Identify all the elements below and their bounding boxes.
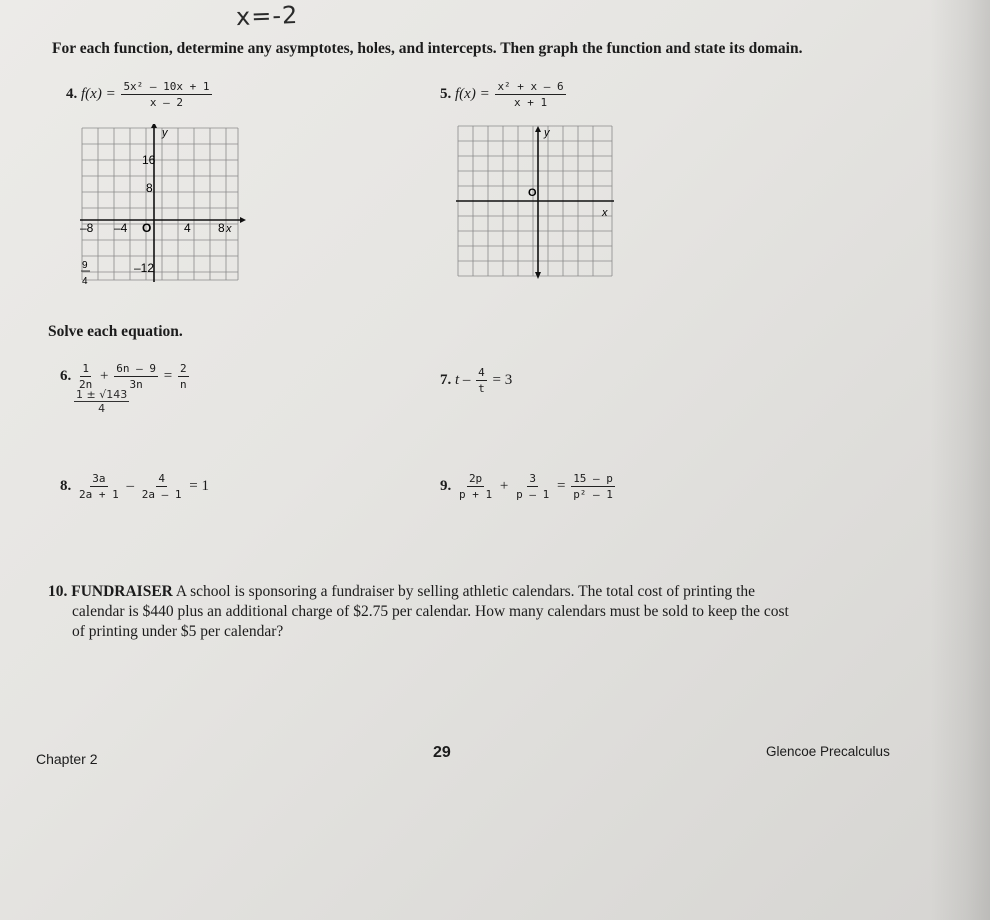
y-label: y	[544, 127, 550, 139]
graph-5	[456, 124, 618, 284]
x-label: x	[226, 223, 232, 235]
problem-7: 7. t – $\frac{4}{t}$ = 3	[440, 366, 513, 395]
tick-neg12: –12	[134, 261, 155, 275]
origin-label: O	[528, 187, 537, 199]
hand-frac-num: 9	[82, 260, 88, 271]
publisher-label: Glencoe Precalculus	[766, 744, 890, 759]
graph-4	[78, 124, 248, 294]
problem-9: 9. $\frac{2p}{p + 1}$ + $\frac{3}{p - 1}$ = $\frac{15 - p}{\text{p² – 1}}$	[440, 472, 613, 501]
x-label: x	[602, 207, 608, 219]
problem-6: 6. $\frac{1}{2n}$ + $\frac{6n - 9}{3n}$ = $\frac{2}{n}$	[60, 362, 187, 391]
tick-8x: 8	[218, 221, 225, 235]
problem-10: 10. FUNDRAISER A school is sponsoring a fundraiser by selling athletic calendars. The total cost of printing the calendar is $440 plus an additional charge of $2.75 per calendar. How many calendars must be sold to keep the cost of printing under $5 per calendar?	[48, 583, 789, 640]
problem-4: 4. f(x) = $\frac{\text{5x² – 10x + 1}}{x - 2}$	[66, 80, 210, 109]
tick-8: 8	[146, 181, 153, 195]
handwritten-note: x=-2	[235, 0, 299, 32]
handwritten-answer-6: 1 ± √143 4	[76, 388, 128, 415]
tick-16: 16	[142, 153, 156, 167]
problem-5: 5. f(x) = $\frac{\text{x² + x – 6}}{x + 1}$	[440, 80, 564, 109]
tick-4: 4	[184, 221, 191, 235]
page-number: 29	[433, 744, 451, 761]
problem-8: 8. $\frac{3a}{2a + 1}$ – $\frac{4}{2a - 1}$ = 1	[60, 472, 209, 501]
tick-neg8: –8	[80, 221, 94, 235]
y-label: y	[162, 127, 168, 139]
hand-frac-den: 4	[82, 276, 88, 287]
solve-instructions: Solve each equation.	[48, 323, 183, 340]
graph-instructions: For each function, determine any asymptotes, holes, and intercepts. Then graph the function and state its domain.	[52, 40, 803, 57]
chapter-label: Chapter 2	[36, 751, 98, 767]
origin-label: O	[142, 221, 152, 235]
tick-neg4: –4	[114, 221, 128, 235]
page-shadow	[930, 0, 990, 920]
